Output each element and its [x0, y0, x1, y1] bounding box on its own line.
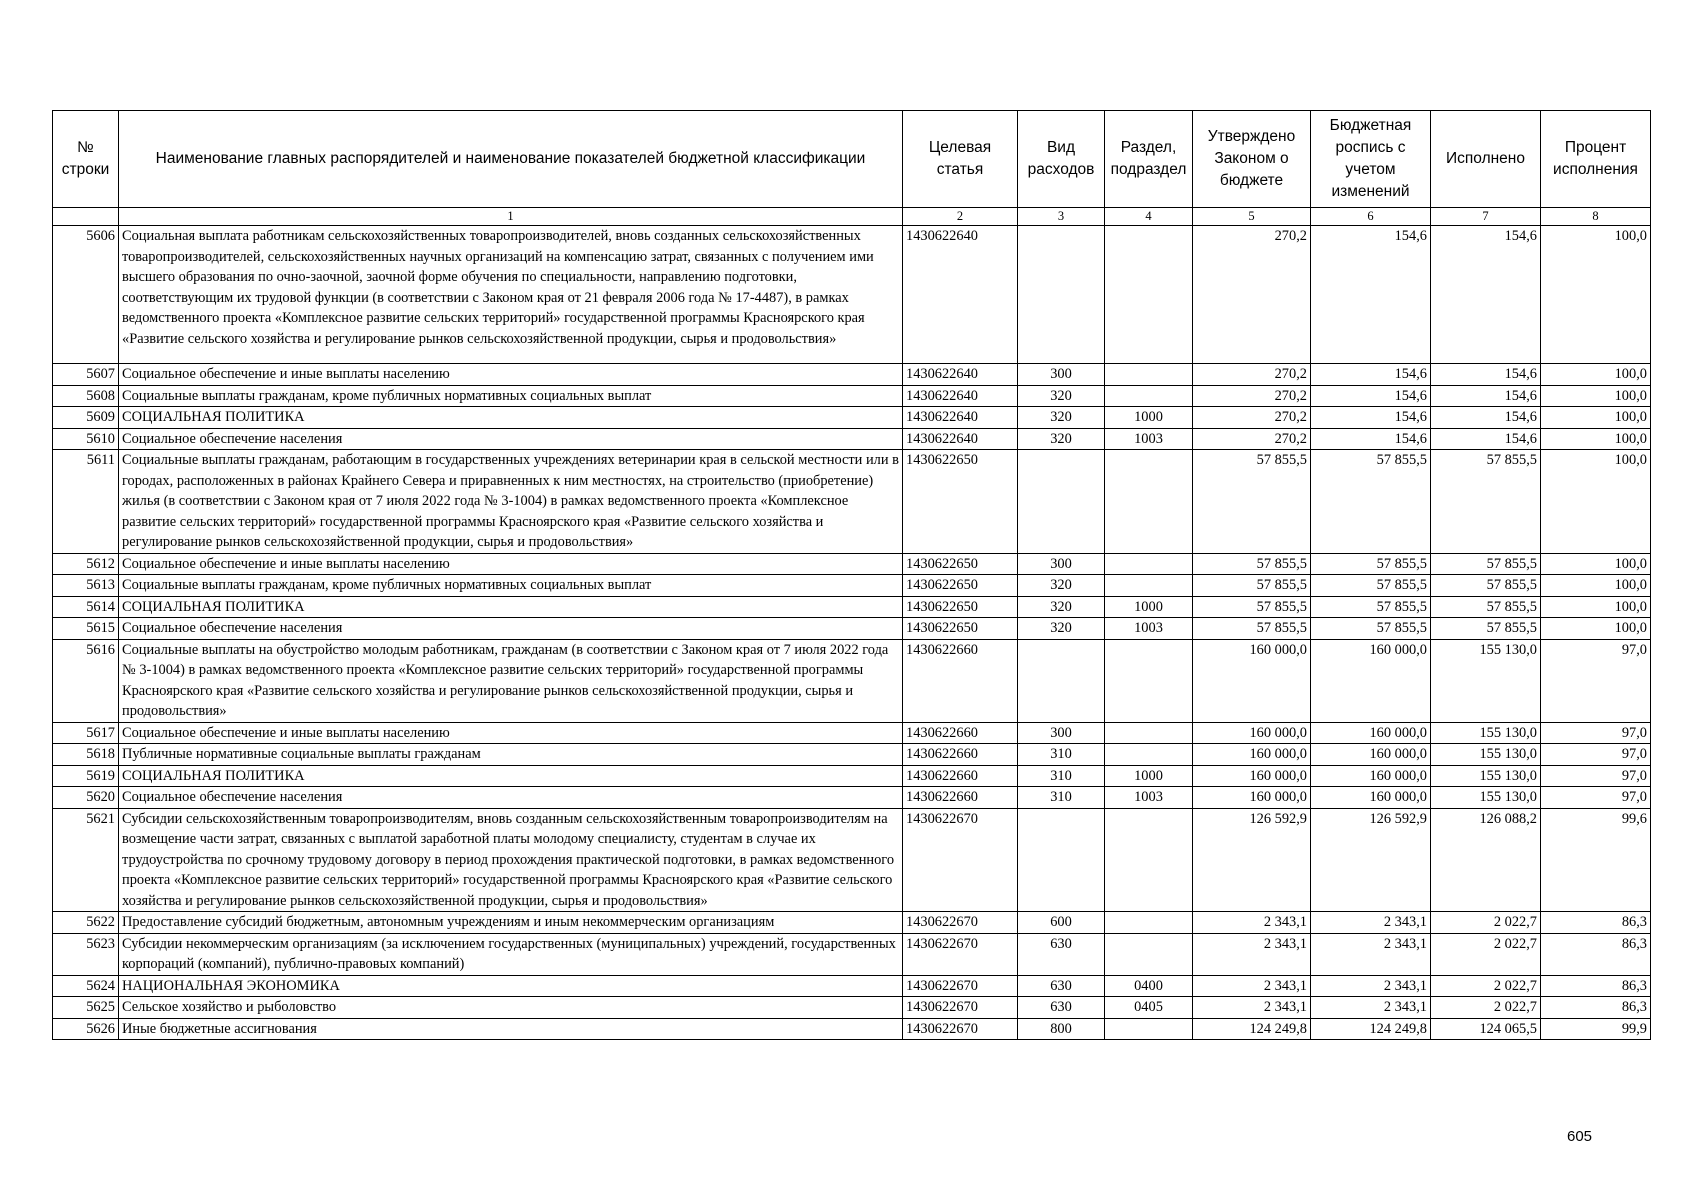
page-number: 605 [1567, 1128, 1593, 1145]
row-number: 5607 [53, 364, 119, 386]
row-target-code: 1430622650 [903, 450, 1018, 554]
row-approved: 160 000,0 [1193, 639, 1311, 722]
row-expense-type: 320 [1018, 428, 1105, 450]
row-percent: 100,0 [1541, 575, 1651, 597]
row-executed: 57 855,5 [1431, 553, 1541, 575]
row-number: 5621 [53, 808, 119, 912]
row-target-code: 1430622660 [903, 639, 1018, 722]
row-percent: 100,0 [1541, 407, 1651, 429]
row-section [1105, 933, 1193, 975]
row-percent: 100,0 [1541, 596, 1651, 618]
header-section: Раздел, подраздел [1105, 111, 1193, 208]
row-target-code: 1430622660 [903, 765, 1018, 787]
table-header [53, 111, 1651, 208]
row-section: 0400 [1105, 975, 1193, 997]
row-number: 5624 [53, 975, 119, 997]
table-row [53, 450, 1651, 554]
row-name: Социальные выплаты гражданам, кроме публичных нормативных социальных выплат [119, 385, 903, 407]
row-approved: 2 343,1 [1193, 997, 1311, 1019]
row-approved: 126 592,9 [1193, 808, 1311, 912]
header-name: Наименование главных распорядителей и наименование показателей бюджетной классификации [119, 111, 903, 208]
row-executed: 2 022,7 [1431, 933, 1541, 975]
row-name: Социальное обеспечение и иные выплаты населению [119, 722, 903, 744]
row-approved: 2 343,1 [1193, 912, 1311, 934]
header-approved: Утверждено Законом о бюджете [1193, 111, 1311, 208]
row-target-code: 1430622660 [903, 722, 1018, 744]
column-number: 6 [1311, 208, 1431, 226]
row-schedule: 2 343,1 [1311, 975, 1431, 997]
row-percent: 86,3 [1541, 975, 1651, 997]
row-target-code: 1430622650 [903, 618, 1018, 640]
table-row [53, 596, 1651, 618]
row-number: 5606 [53, 226, 119, 364]
row-name: НАЦИОНАЛЬНАЯ ЭКОНОМИКА [119, 975, 903, 997]
row-section: 1003 [1105, 428, 1193, 450]
row-number: 5609 [53, 407, 119, 429]
row-executed: 154,6 [1431, 428, 1541, 450]
row-name: Предоставление субсидий бюджетным, автономным учреждениям и иным некоммерческим организациям [119, 912, 903, 934]
row-target-code: 1430622650 [903, 575, 1018, 597]
row-section [1105, 1018, 1193, 1040]
row-approved: 57 855,5 [1193, 618, 1311, 640]
row-number: 5617 [53, 722, 119, 744]
header-schedule: Бюджетная роспись с учетом изменений [1311, 111, 1431, 208]
row-name: СОЦИАЛЬНАЯ ПОЛИТИКА [119, 407, 903, 429]
header-executed: Исполнено [1431, 111, 1541, 208]
row-target-code: 1430622670 [903, 997, 1018, 1019]
row-expense-type: 320 [1018, 407, 1105, 429]
row-target-code: 1430622670 [903, 933, 1018, 975]
row-percent: 86,3 [1541, 933, 1651, 975]
row-section [1105, 744, 1193, 766]
row-name: СОЦИАЛЬНАЯ ПОЛИТИКА [119, 596, 903, 618]
row-expense-type: 320 [1018, 385, 1105, 407]
row-number: 5618 [53, 744, 119, 766]
row-approved: 160 000,0 [1193, 722, 1311, 744]
row-section [1105, 639, 1193, 722]
row-number: 5623 [53, 933, 119, 975]
table-row [53, 553, 1651, 575]
row-executed: 155 130,0 [1431, 787, 1541, 809]
row-schedule: 2 343,1 [1311, 997, 1431, 1019]
row-approved: 160 000,0 [1193, 765, 1311, 787]
row-expense-type: 630 [1018, 933, 1105, 975]
row-approved: 270,2 [1193, 407, 1311, 429]
row-percent: 100,0 [1541, 428, 1651, 450]
row-percent: 86,3 [1541, 912, 1651, 934]
table-row [53, 975, 1651, 997]
row-approved: 270,2 [1193, 428, 1311, 450]
row-number: 5622 [53, 912, 119, 934]
row-percent: 97,0 [1541, 765, 1651, 787]
table-row [53, 933, 1651, 975]
row-executed: 57 855,5 [1431, 450, 1541, 554]
row-executed: 2 022,7 [1431, 975, 1541, 997]
row-section: 1000 [1105, 596, 1193, 618]
row-schedule: 154,6 [1311, 385, 1431, 407]
row-schedule: 57 855,5 [1311, 553, 1431, 575]
row-name: Социальные выплаты гражданам, работающим в государственных учреждениях ветеринарии края в сельской местности или в городах, расположенных в районах Крайнего Севера и приравненных к ним местностях, на строительство (приобретение) жилья (в соответствии с Законом края от 7 июля 2022 года № 3-1004) в рамках ведомственного проекта «Комплексное развитие сельских территорий» государственной программы Красноярского края «Развитие сельского хозяйства и регулирование рынков сельскохозяйственной продукции, сырья и продовольствия» [119, 450, 903, 554]
row-section [1105, 385, 1193, 407]
row-executed: 126 088,2 [1431, 808, 1541, 912]
row-schedule: 57 855,5 [1311, 618, 1431, 640]
row-target-code: 1430622640 [903, 385, 1018, 407]
row-expense-type: 600 [1018, 912, 1105, 934]
row-section: 1003 [1105, 618, 1193, 640]
row-expense-type: 630 [1018, 997, 1105, 1019]
row-section [1105, 226, 1193, 364]
row-section [1105, 808, 1193, 912]
row-schedule: 160 000,0 [1311, 639, 1431, 722]
row-executed: 155 130,0 [1431, 639, 1541, 722]
header-row-no: № строки [53, 111, 119, 208]
row-percent: 97,0 [1541, 639, 1651, 722]
column-number: 8 [1541, 208, 1651, 226]
row-name: Социальное обеспечение и иные выплаты населению [119, 553, 903, 575]
table-row [53, 407, 1651, 429]
header-target: Целевая статья [903, 111, 1018, 208]
table-row [53, 364, 1651, 386]
row-expense-type [1018, 450, 1105, 554]
row-number: 5608 [53, 385, 119, 407]
row-expense-type: 630 [1018, 975, 1105, 997]
row-executed: 154,6 [1431, 407, 1541, 429]
row-name: Сельское хозяйство и рыболовство [119, 997, 903, 1019]
table-row [53, 744, 1651, 766]
row-section [1105, 364, 1193, 386]
row-target-code: 1430622670 [903, 975, 1018, 997]
row-approved: 270,2 [1193, 364, 1311, 386]
row-percent: 99,9 [1541, 1018, 1651, 1040]
row-name: Иные бюджетные ассигнования [119, 1018, 903, 1040]
row-target-code: 1430622670 [903, 912, 1018, 934]
row-approved: 57 855,5 [1193, 575, 1311, 597]
row-number: 5613 [53, 575, 119, 597]
row-number: 5616 [53, 639, 119, 722]
row-expense-type: 800 [1018, 1018, 1105, 1040]
row-target-code: 1430622660 [903, 787, 1018, 809]
row-schedule: 160 000,0 [1311, 722, 1431, 744]
row-schedule: 126 592,9 [1311, 808, 1431, 912]
row-target-code: 1430622650 [903, 553, 1018, 575]
row-name: Социальное обеспечение населения [119, 618, 903, 640]
column-number-blank [53, 208, 119, 226]
row-expense-type [1018, 808, 1105, 912]
row-approved: 57 855,5 [1193, 596, 1311, 618]
row-executed: 155 130,0 [1431, 765, 1541, 787]
row-percent: 100,0 [1541, 450, 1651, 554]
row-executed: 155 130,0 [1431, 744, 1541, 766]
row-expense-type: 320 [1018, 618, 1105, 640]
row-section [1105, 575, 1193, 597]
row-approved: 270,2 [1193, 226, 1311, 364]
row-section: 1003 [1105, 787, 1193, 809]
row-target-code: 1430622640 [903, 364, 1018, 386]
table-row [53, 912, 1651, 934]
row-percent: 97,0 [1541, 787, 1651, 809]
row-percent: 100,0 [1541, 385, 1651, 407]
budget-table [52, 110, 1651, 1040]
row-percent: 97,0 [1541, 722, 1651, 744]
table-body [53, 208, 1651, 1040]
row-expense-type: 320 [1018, 596, 1105, 618]
row-number: 5614 [53, 596, 119, 618]
table-row [53, 765, 1651, 787]
table-row [53, 808, 1651, 912]
row-approved: 2 343,1 [1193, 933, 1311, 975]
row-approved: 57 855,5 [1193, 450, 1311, 554]
row-name: Социальная выплата работникам сельскохозяйственных товаропроизводителей, вновь созданных сельскохозяйственных товаропроизводителей, сельскохозяйственных научных организаций на компенсацию затрат, связанных с получением ими высшего образования по очно-заочной, заочной форме обучения по специальности, направлению подготовки, соответствующим их трудовой функции (в соответствии с Законом края от 21 февраля 2006 года № 17-4487), в рамках ведомственного проекта «Комплексное развитие сельских территорий» государственной программы Красноярского края «Развитие сельского хозяйства и регулирование рынков сельскохозяйственной продукции, сырья и продовольствия» [119, 226, 903, 364]
row-schedule: 154,6 [1311, 364, 1431, 386]
table-row [53, 575, 1651, 597]
row-schedule: 154,6 [1311, 428, 1431, 450]
column-number: 3 [1018, 208, 1105, 226]
row-percent: 86,3 [1541, 997, 1651, 1019]
row-section: 1000 [1105, 407, 1193, 429]
column-number: 1 [119, 208, 903, 226]
row-section [1105, 912, 1193, 934]
column-number: 5 [1193, 208, 1311, 226]
row-number: 5620 [53, 787, 119, 809]
row-schedule: 57 855,5 [1311, 575, 1431, 597]
row-schedule: 2 343,1 [1311, 912, 1431, 934]
row-section [1105, 450, 1193, 554]
row-percent: 100,0 [1541, 364, 1651, 386]
row-approved: 2 343,1 [1193, 975, 1311, 997]
row-executed: 154,6 [1431, 226, 1541, 364]
row-schedule: 154,6 [1311, 226, 1431, 364]
row-number: 5619 [53, 765, 119, 787]
row-number: 5612 [53, 553, 119, 575]
row-executed: 124 065,5 [1431, 1018, 1541, 1040]
row-name: Социальное обеспечение населения [119, 787, 903, 809]
row-section [1105, 553, 1193, 575]
row-schedule: 160 000,0 [1311, 765, 1431, 787]
row-expense-type: 300 [1018, 553, 1105, 575]
row-approved: 124 249,8 [1193, 1018, 1311, 1040]
table-row [53, 1018, 1651, 1040]
row-target-code: 1430622660 [903, 744, 1018, 766]
row-section [1105, 722, 1193, 744]
row-approved: 160 000,0 [1193, 744, 1311, 766]
row-approved: 160 000,0 [1193, 787, 1311, 809]
row-executed: 154,6 [1431, 385, 1541, 407]
row-expense-type: 310 [1018, 765, 1105, 787]
row-expense-type [1018, 639, 1105, 722]
row-percent: 97,0 [1541, 744, 1651, 766]
column-number: 7 [1431, 208, 1541, 226]
row-executed: 154,6 [1431, 364, 1541, 386]
row-executed: 57 855,5 [1431, 575, 1541, 597]
row-target-code: 1430622670 [903, 1018, 1018, 1040]
row-target-code: 1430622670 [903, 808, 1018, 912]
table-row [53, 997, 1651, 1019]
column-number: 4 [1105, 208, 1193, 226]
row-percent: 100,0 [1541, 553, 1651, 575]
row-executed: 2 022,7 [1431, 997, 1541, 1019]
row-section: 0405 [1105, 997, 1193, 1019]
row-number: 5611 [53, 450, 119, 554]
row-name: Социальное обеспечение и иные выплаты населению [119, 364, 903, 386]
column-number: 2 [903, 208, 1018, 226]
column-number-row [53, 208, 1651, 226]
row-approved: 57 855,5 [1193, 553, 1311, 575]
row-executed: 2 022,7 [1431, 912, 1541, 934]
row-name: Публичные нормативные социальные выплаты гражданам [119, 744, 903, 766]
row-expense-type: 300 [1018, 364, 1105, 386]
row-schedule: 57 855,5 [1311, 596, 1431, 618]
table-row [53, 226, 1651, 364]
row-expense-type: 300 [1018, 722, 1105, 744]
row-number: 5625 [53, 997, 119, 1019]
row-target-code: 1430622640 [903, 226, 1018, 364]
table-row [53, 385, 1651, 407]
row-name: Субсидии сельскохозяйственным товаропроизводителям, вновь созданным сельскохозяйственным товаропроизводителям на возмещение части затрат, связанных с выплатой заработной платы молодому специалисту, студентам в случае их трудоустройства по срочному трудовому договору в период прохождения практической подготовки, в рамках ведомственного проекта «Комплексное развитие сельских территорий» государственной программы Красноярского края «Развитие сельского хозяйства и регулирование рынков сельскохозяйственной продукции, сырья и продовольствия» [119, 808, 903, 912]
row-number: 5610 [53, 428, 119, 450]
row-number: 5626 [53, 1018, 119, 1040]
row-expense-type [1018, 226, 1105, 364]
row-expense-type: 320 [1018, 575, 1105, 597]
table-row [53, 618, 1651, 640]
row-schedule: 154,6 [1311, 407, 1431, 429]
row-schedule: 160 000,0 [1311, 787, 1431, 809]
row-name: Субсидии некоммерческим организациям (за исключением государственных (муниципальных) учреждений, государственных корпораций (компаний), публично-правовых компаний) [119, 933, 903, 975]
header-exp-type: Вид расходов [1018, 111, 1105, 208]
row-name: Социальное обеспечение населения [119, 428, 903, 450]
row-schedule: 160 000,0 [1311, 744, 1431, 766]
row-executed: 57 855,5 [1431, 596, 1541, 618]
row-schedule: 57 855,5 [1311, 450, 1431, 554]
row-expense-type: 310 [1018, 744, 1105, 766]
table-row [53, 787, 1651, 809]
table-row [53, 639, 1651, 722]
row-section: 1000 [1105, 765, 1193, 787]
row-name: СОЦИАЛЬНАЯ ПОЛИТИКА [119, 765, 903, 787]
table-row [53, 722, 1651, 744]
header-row [53, 111, 1651, 208]
row-name: Социальные выплаты гражданам, кроме публичных нормативных социальных выплат [119, 575, 903, 597]
row-percent: 100,0 [1541, 618, 1651, 640]
row-approved: 270,2 [1193, 385, 1311, 407]
table-row [53, 428, 1651, 450]
row-target-code: 1430622640 [903, 407, 1018, 429]
row-target-code: 1430622650 [903, 596, 1018, 618]
row-number: 5615 [53, 618, 119, 640]
header-percent: Процент исполнения [1541, 111, 1651, 208]
row-schedule: 2 343,1 [1311, 933, 1431, 975]
row-name: Социальные выплаты на обустройство молодым работникам, гражданам (в соответствии с Законом края от 7 июля 2022 года № 3-1004) в рамках ведомственного проекта «Комплексное развитие сельских территорий» государственной программы Красноярского края «Развитие сельского хозяйства и регулирование рынков сельскохозяйственной продукции, сырья и продовольствия» [119, 639, 903, 722]
row-schedule: 124 249,8 [1311, 1018, 1431, 1040]
row-percent: 100,0 [1541, 226, 1651, 364]
row-expense-type: 310 [1018, 787, 1105, 809]
row-executed: 155 130,0 [1431, 722, 1541, 744]
row-percent: 99,6 [1541, 808, 1651, 912]
row-target-code: 1430622640 [903, 428, 1018, 450]
row-executed: 57 855,5 [1431, 618, 1541, 640]
